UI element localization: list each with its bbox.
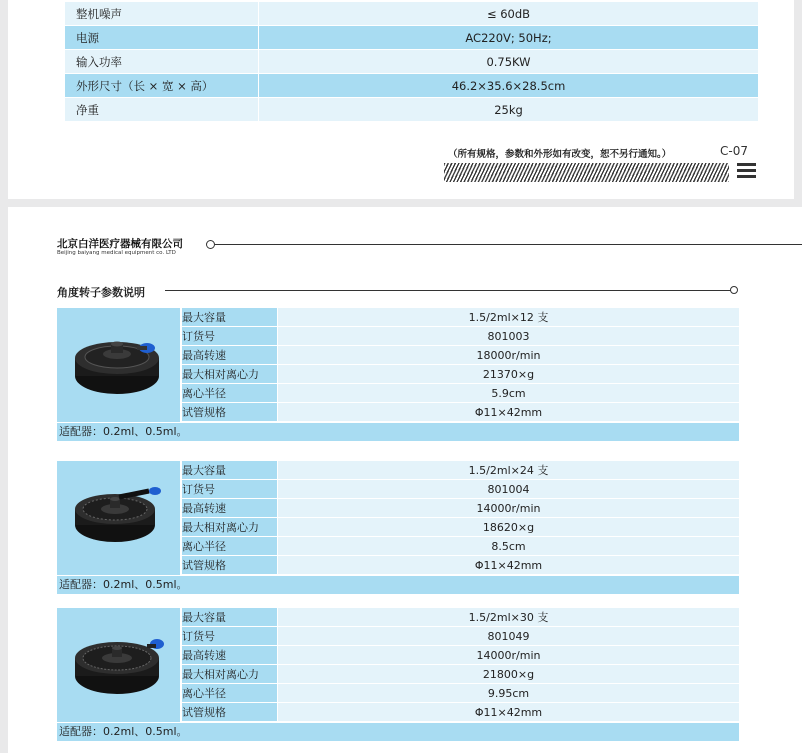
spec-value: 21370×g: [278, 365, 740, 384]
spec-value: AC220V; 50Hz;: [259, 26, 759, 50]
spec-value: 18620×g: [278, 518, 740, 537]
table-row: [182, 308, 739, 327]
spec-label: 电源: [65, 26, 259, 50]
table-row: [182, 499, 739, 518]
menu-icon: [737, 163, 756, 181]
table-row: [182, 537, 739, 556]
spec-label: 最大相对离心力: [182, 518, 278, 537]
table-row: [182, 556, 739, 575]
hatch-decoration: [444, 163, 729, 182]
spec-label: 最大容量: [182, 461, 278, 480]
spec-label: 试管规格: [182, 703, 278, 722]
spec-label: 最高转速: [182, 499, 278, 518]
spec-label: 试管规格: [182, 403, 278, 422]
section-title: 角度转子参数说明: [57, 286, 145, 299]
spec-label: 订货号: [182, 327, 278, 346]
table-row: [182, 384, 739, 403]
spec-value: 46.2×35.6×28.5cm: [259, 74, 759, 98]
catalog-page-top: [8, 0, 794, 199]
table-row: [182, 608, 739, 627]
spec-label: 最高转速: [182, 346, 278, 365]
rotor-spec-table: [182, 461, 739, 575]
rotor-image: [57, 461, 180, 575]
spec-label: 订货号: [182, 480, 278, 499]
spec-label: 试管规格: [182, 556, 278, 575]
spec-value: 25kg: [259, 98, 759, 122]
table-row: [182, 518, 739, 537]
table-row: [182, 480, 739, 499]
table-row: [182, 365, 739, 384]
spec-value: ≤ 60dB: [259, 2, 759, 26]
spec-value: Φ11×42mm: [278, 403, 740, 422]
table-row: [65, 98, 758, 122]
spec-value: 9.95cm: [278, 684, 740, 703]
spec-label: 最大相对离心力: [182, 365, 278, 384]
spec-value: 8.5cm: [278, 537, 740, 556]
table-row: [182, 327, 739, 346]
disclaimer-notice: （所有规格，参数和外形如有改变，恕不另行通知。）: [448, 149, 672, 160]
table-row: [65, 74, 758, 98]
spec-value: 14000r/min: [278, 499, 740, 518]
spec-value: Φ11×42mm: [278, 556, 740, 575]
header-rule: [215, 244, 802, 245]
spec-value: 18000r/min: [278, 346, 740, 365]
rotor-spec-table: [182, 308, 739, 422]
spec-label: 最大容量: [182, 608, 278, 627]
table-row: [182, 461, 739, 480]
table-row: [182, 646, 739, 665]
spec-value: 1.5/2ml×30 支: [278, 608, 740, 627]
spec-label: 输入功率: [65, 50, 259, 74]
rotor-image: [57, 608, 180, 722]
spec-label: 最高转速: [182, 646, 278, 665]
circle-marker-icon: [206, 240, 215, 249]
table-row: [65, 2, 758, 26]
spec-value: 21800×g: [278, 665, 740, 684]
table-row: [182, 403, 739, 422]
spec-value: 14000r/min: [278, 646, 740, 665]
spec-value: 1.5/2ml×12 支: [278, 308, 740, 327]
circle-marker-icon: [730, 286, 738, 294]
spec-value: 0.75KW: [259, 50, 759, 74]
adapter-note: 适配器：0.2ml、0.5ml。: [57, 723, 739, 741]
table-row: [182, 703, 739, 722]
spec-value: 5.9cm: [278, 384, 740, 403]
spec-value: 801004: [278, 480, 740, 499]
spec-label: 离心半径: [182, 684, 278, 703]
table-row: [65, 26, 758, 50]
table-row: [182, 684, 739, 703]
spec-table: [65, 2, 758, 122]
table-row: [65, 50, 758, 74]
spec-label: 离心半径: [182, 537, 278, 556]
spec-value: 1.5/2ml×24 支: [278, 461, 740, 480]
rotor-image: [57, 308, 180, 422]
spec-value: 801003: [278, 327, 740, 346]
spec-label: 整机噪声: [65, 2, 259, 26]
spec-label: 最大相对离心力: [182, 665, 278, 684]
spec-label: 离心半径: [182, 384, 278, 403]
spec-label: 订货号: [182, 627, 278, 646]
spec-label: 最大容量: [182, 308, 278, 327]
spec-value: 801049: [278, 627, 740, 646]
table-row: [182, 665, 739, 684]
rotor-spec-table: [182, 608, 739, 722]
section-rule: [165, 290, 731, 291]
company-name-en: Beijing baiyang medical equipment co. LTD: [57, 250, 176, 256]
spec-value: Φ11×42mm: [278, 703, 740, 722]
adapter-note: 适配器：0.2ml、0.5ml。: [57, 576, 739, 594]
table-row: [182, 346, 739, 365]
page-number: C-07: [720, 144, 748, 158]
table-row: [182, 627, 739, 646]
company-name: 北京白洋医疗器械有限公司: [57, 238, 183, 250]
rotor-icon: [57, 308, 180, 422]
rotor-icon: [57, 461, 180, 575]
adapter-note: 适配器：0.2ml、0.5ml。: [57, 423, 739, 441]
spec-label: 外形尺寸（长 × 宽 × 高）: [65, 74, 259, 98]
spec-label: 净重: [65, 98, 259, 122]
rotor-icon: [57, 608, 180, 722]
